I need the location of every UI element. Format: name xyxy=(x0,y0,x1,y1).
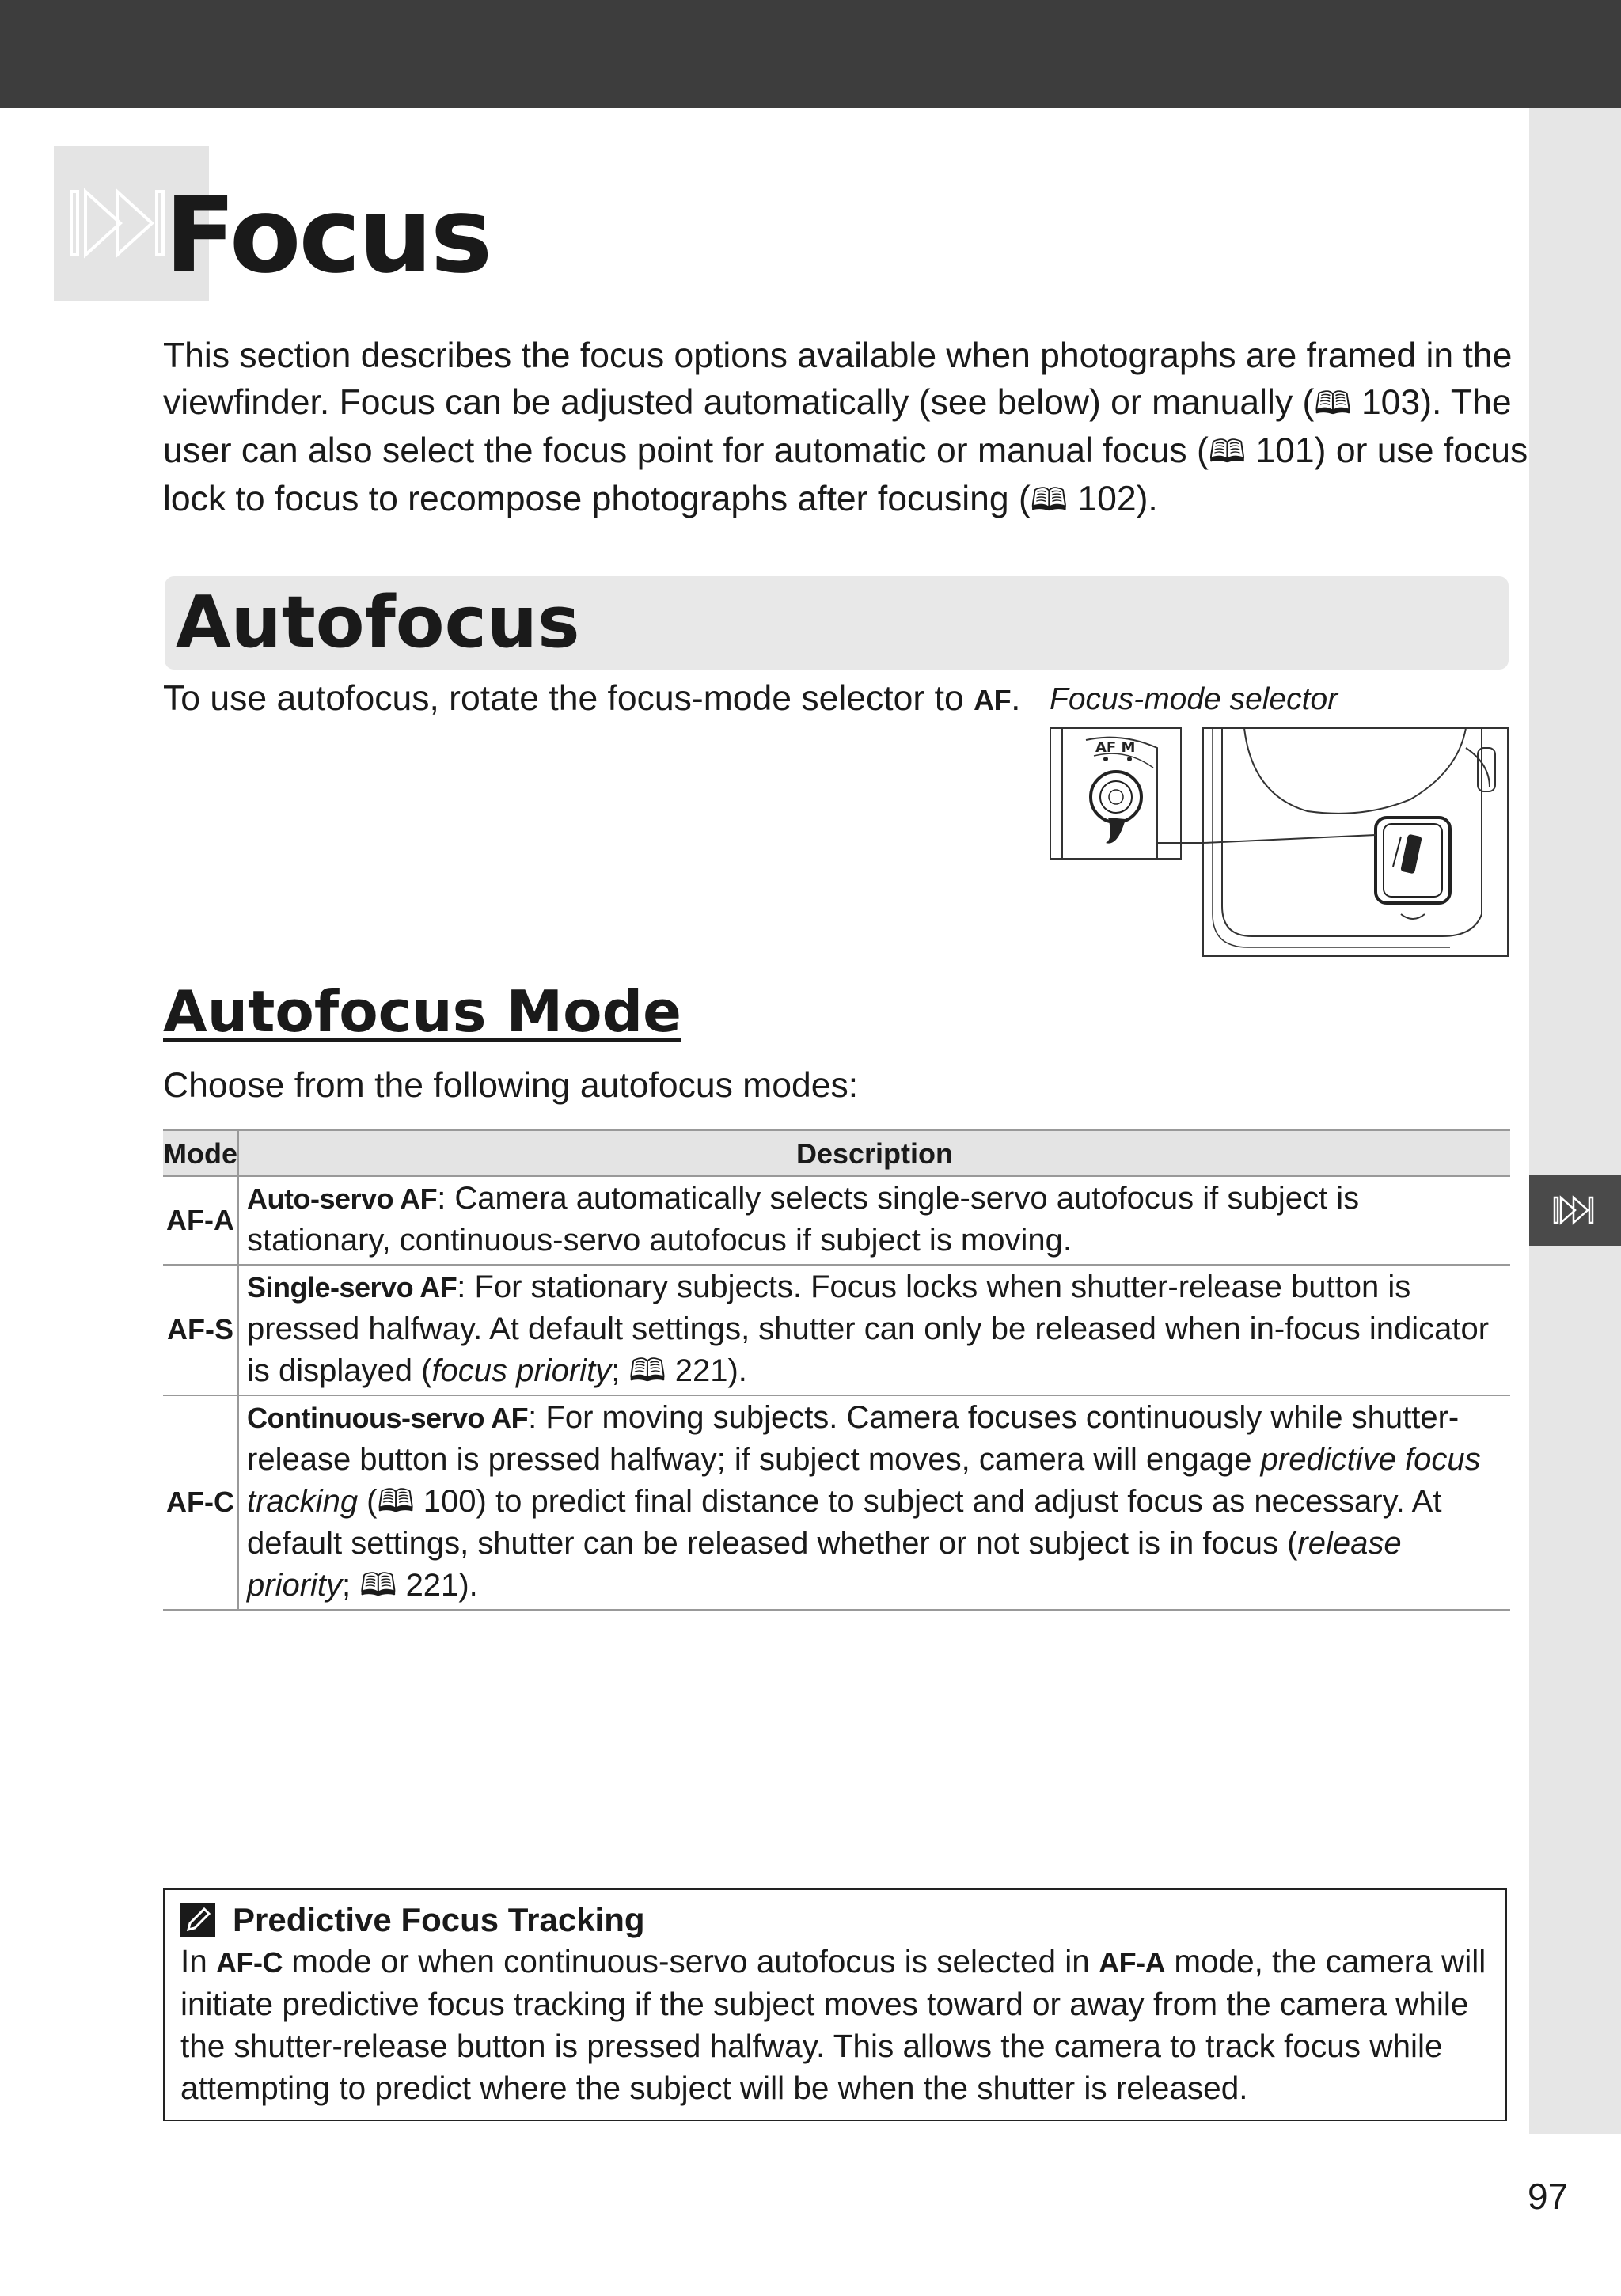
page-link-221[interactable]: 221 xyxy=(674,1353,728,1388)
diagram-caption: Focus-mode selector xyxy=(1050,682,1338,716)
focus-mode-selector-diagram xyxy=(1046,724,1513,960)
description-cell: Auto-servo AF: Camera automatically selects single-servo autofocus if subject is stationary, continuous-servo autofocus if subject is moving. xyxy=(238,1176,1510,1265)
description-cell: Single-servo AF: For stationary subjects. Focus locks when shutter-release button is pressed halfway. At default settings, shutter can only be released when in-focus indicator is displayed (focus priority; 🕮 221). xyxy=(238,1265,1510,1395)
column-header-mode: Mode xyxy=(163,1130,238,1176)
table-header-row xyxy=(163,1130,1510,1176)
page-link-103[interactable]: 103 xyxy=(1361,383,1421,422)
book-icon: 🕮 xyxy=(359,1568,397,1603)
chapter-af-icon xyxy=(68,185,171,261)
mode-cell: AF-A xyxy=(163,1176,238,1265)
autofocus-mode-intro: Choose from the following autofocus modes: xyxy=(163,1066,859,1105)
description-cell: Continuous-servo AF: For moving subjects. Camera focuses continuously while shutter-release button is pressed halfway; if subject moves, camera will engage predictive focus tracking (🕮 100) to predict final distance to subject and adjust focus as necessary. At default settings, shutter can be released whether or not subject is in focus (release priority; 🕮 221). xyxy=(238,1395,1510,1610)
table-row xyxy=(163,1176,1510,1265)
mode-cell: AF-S xyxy=(163,1265,238,1395)
table-row xyxy=(163,1395,1510,1610)
pencil-note-icon xyxy=(180,1903,215,1937)
note-title: Predictive Focus Tracking xyxy=(233,1901,645,1938)
book-icon: 🕮 xyxy=(1208,435,1247,469)
note-box xyxy=(163,1888,1507,2121)
side-margin-bar xyxy=(1529,108,1621,2134)
autofocus-instruction: To use autofocus, rotate the focus-mode selector to AF. xyxy=(163,679,1021,718)
book-icon: 🕮 xyxy=(1314,386,1352,421)
autofocus-mode-heading: Autofocus Mode xyxy=(163,978,681,1045)
book-icon: 🕮 xyxy=(377,1484,415,1519)
page-link-100[interactable]: 100 xyxy=(423,1484,476,1519)
note-body: In AF-C mode or when continuous-servo autofocus is selected in AF-A mode, the camera will initiate predictive focus tracking if the subject moves toward or away from the camera while the shutter-release button is pressed halfway. This allows the camera to track focus while attempting to predict where the subject will be when the shutter is released. xyxy=(180,1943,1486,2106)
autofocus-mode-table xyxy=(163,1129,1510,1611)
intro-paragraph: This section describes the focus options available when photographs are framed in the viewfinder. Focus can be adjusted automatically (see below) or manually (🕮 103). The user can also select the focus point for automatic or manual focus (🕮 101) or use focus lock to focus to recompose photographs after focusing (🕮 102). xyxy=(163,336,1528,518)
page-number: 97 xyxy=(1528,2176,1569,2217)
book-icon: 🕮 xyxy=(628,1353,666,1388)
page-link-221[interactable]: 221 xyxy=(405,1568,459,1603)
chapter-af-icon xyxy=(1553,1194,1597,1226)
note-title-row xyxy=(180,1898,645,1942)
book-icon: 🕮 xyxy=(1030,483,1068,518)
diagram-switch-label: AF M xyxy=(1095,739,1136,756)
mode-cell: AF-C xyxy=(163,1395,238,1610)
page-link-101[interactable]: 101 xyxy=(1255,431,1315,470)
autofocus-banner xyxy=(165,576,1509,670)
column-header-description: Description xyxy=(238,1130,1510,1176)
autofocus-heading: Autofocus xyxy=(176,581,580,664)
chapter-tab[interactable] xyxy=(1529,1175,1621,1246)
table-row xyxy=(163,1265,1510,1395)
page-link-102[interactable]: 102 xyxy=(1077,480,1137,518)
top-bar xyxy=(0,0,1621,108)
chapter-title: Focus xyxy=(165,175,491,297)
